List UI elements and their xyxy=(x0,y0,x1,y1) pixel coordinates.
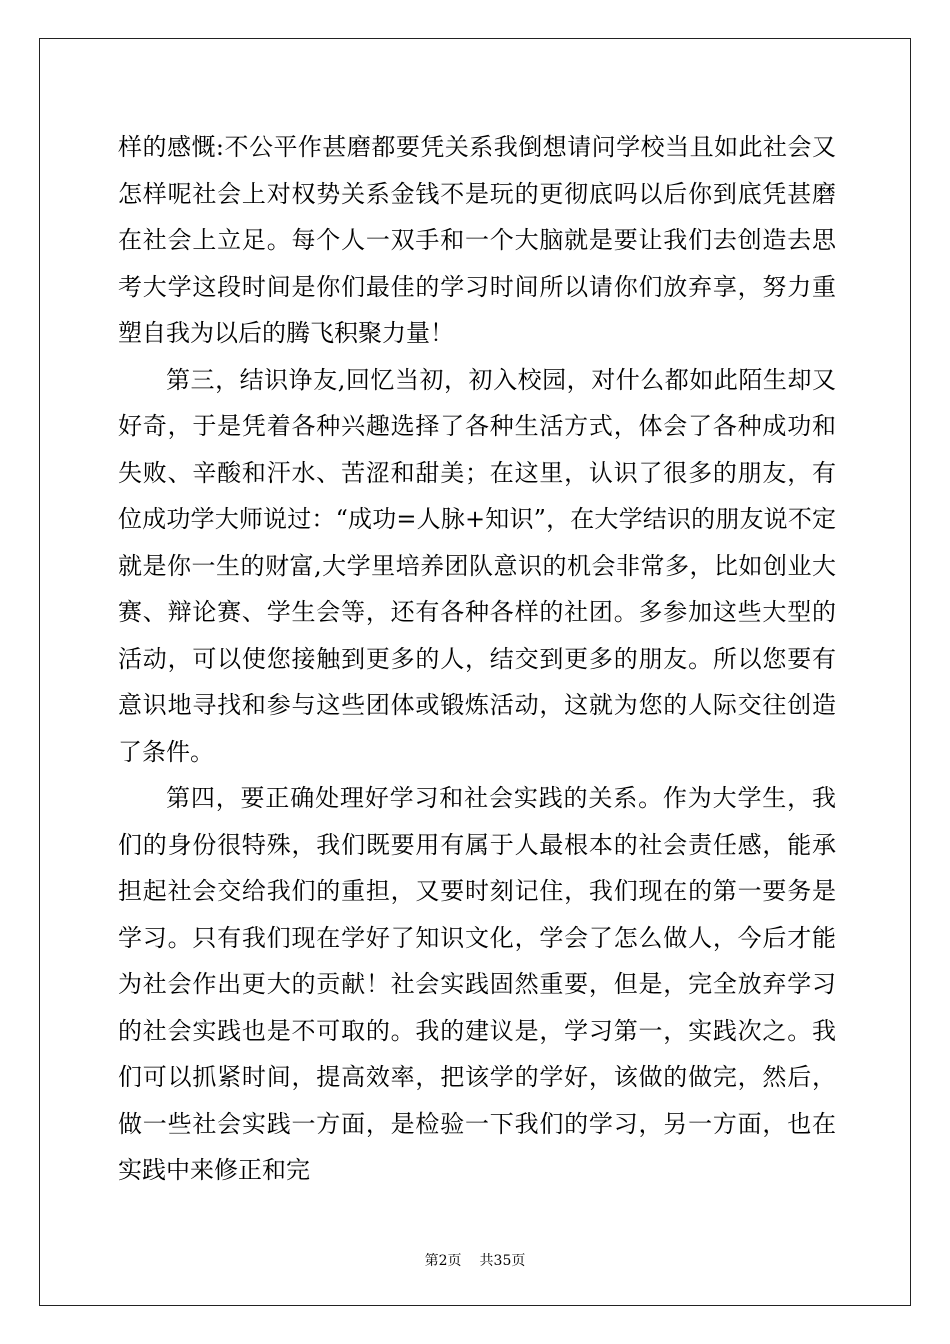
paragraph-3: 第四，要正确处理好学习和社会实践的关系。作为大学生，我们的身份很特殊，我们既要用有属于人最根本的社会责任感，能承担起社会交给我们的重担，又要时刻记住，我们现在的第一要务是学习。只有我们现在学好了知识文化，学会了怎么做人，今后才能为社会作出更大的贡献！社会实践固然重要，但是，完全放弃学习的社会实践也是不可取的。我的建议是，学习第一，实践次之。我们可以抓紧时间，提高效率，把该学的学好，该做的做完，然后，做一些社会实践一方面，是检验一下我们的学习，另一方面，也在实践中来修正和完 xyxy=(118,784,836,1184)
page-number: 第2页 xyxy=(424,1253,462,1269)
page-footer xyxy=(0,1250,950,1270)
paragraph-1: 样的感慨:不公平作甚磨都要凭关系我倒想请问学校当且如此社会又怎样呢社会上对权势关系金钱不是玩的更彻底吗以后你到底凭甚磨在社会上立足。每个人一双手和一个大脑就是要让我们去创造去思考大学这段时间是你们最佳的学习时间所以请你们放弃享，努力重塑自我为以后的腾飞积聚力量！ xyxy=(118,133,836,347)
paragraph-2: 第三，结识诤友,回忆当初，初入校园，对什么都如此陌生却又好奇，于是凭着各种兴趣选择了各种生活方式，体会了各种成功和失败、辛酸和汗水、苦涩和甜美；在这里，认识了很多的朋友，有位成功学大师说过：“成功=人脉+知识”，在大学结识的朋友说不定就是你一生的财富,大学里培养团队意识的机会非常多，比如创业大赛、辩论赛、学生会等，还有各种各样的社团。多参加这些大型的活动，可以使您接触到更多的人，结交到更多的朋友。所以您要有意识地寻找和参与这些团体或锻炼活动，这就为您的人际交往创造了条件。 xyxy=(118,365,836,766)
page-total: 共35页 xyxy=(479,1253,526,1269)
document-body xyxy=(118,124,836,1194)
